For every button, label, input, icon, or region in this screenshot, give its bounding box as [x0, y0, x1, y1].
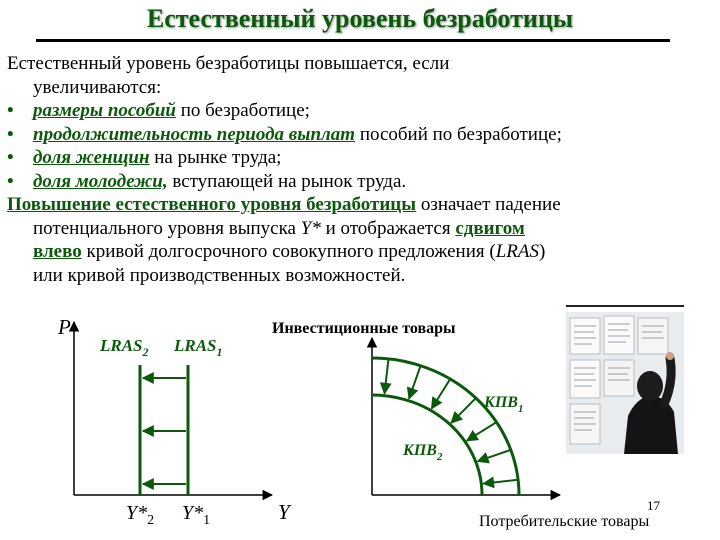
paragraph-text: означает падение	[416, 194, 561, 215]
ppf-shift-arrow	[478, 450, 511, 462]
paragraph-text: кривой долгосрочного совокупного предложения (	[81, 241, 496, 262]
ystar1-label-base: Y*	[182, 502, 204, 524]
kpv2-label-sub: 2	[436, 451, 443, 463]
ppf-shift-arrow	[432, 379, 451, 409]
ppf-shift-arrow	[467, 422, 497, 441]
lras-y-label: Y	[278, 500, 290, 524]
paragraph-text: )	[538, 241, 546, 262]
shift-word: влево	[33, 241, 82, 262]
lras1-label	[173, 336, 223, 359]
bullet-marker: •	[7, 147, 14, 168]
ystar2-label-sub: 2	[147, 513, 155, 528]
lras-p-label: P	[58, 315, 71, 339]
lras-shift-arrows	[143, 378, 186, 484]
lras2-label-sub: 2	[142, 345, 149, 359]
lras1-label-base: LRAS	[174, 336, 217, 355]
bullet-text: по безработице;	[175, 100, 310, 121]
lras1-label-sub: 1	[216, 345, 223, 359]
kpv2-label-base: КПВ	[403, 442, 437, 459]
bullet-emphasis: доля женщин	[33, 147, 150, 168]
slide-title: Естественный уровень безработицы	[146, 4, 574, 33]
page-number: 17	[647, 498, 660, 513]
kpv2-label	[402, 442, 443, 463]
shift-word: сдвигом	[455, 217, 525, 239]
ppf-x-axis-label: Потребительские товары	[479, 513, 650, 530]
ppf-shift-arrows	[385, 359, 519, 484]
paragraph-text: потенциального уровня выпуска	[33, 217, 301, 239]
bullet-text: вступающей на рынок труда.	[167, 170, 407, 192]
ystar2-label	[126, 502, 154, 528]
kpv1-curve	[372, 358, 519, 495]
bullet-marker: •	[7, 100, 14, 121]
paragraph-variable: Y*	[300, 217, 321, 239]
ppf-shift-arrow	[451, 398, 476, 423]
intro-text-2: увеличиваются:	[33, 76, 162, 98]
lras2-label-base: LRAS	[100, 336, 143, 355]
ppf-y-axis-label: Инвестиционные товары	[272, 320, 456, 337]
kpv1-label-sub: 1	[517, 403, 524, 415]
paragraph-bold: Повышение естественного уровня безработицы	[7, 194, 417, 215]
ppf-shift-arrow	[483, 480, 518, 484]
ystar1-label	[182, 502, 210, 528]
ppf-shift-arrow	[409, 366, 421, 399]
paragraph-text: и отображается	[320, 217, 456, 239]
bullet-text: на рынке труда;	[149, 147, 282, 168]
bullet-text: пособий по безработице;	[355, 123, 562, 145]
lras2-label	[99, 336, 149, 359]
bullet-marker: •	[7, 170, 14, 192]
bullet-marker: •	[7, 123, 14, 145]
ystar1-label-sub: 1	[203, 513, 211, 528]
bullet-emphasis: продолжительность периода выплат	[33, 123, 356, 145]
bullet-emphasis: доля молодежи,	[33, 170, 168, 192]
kpv1-label-base: КПВ	[484, 394, 518, 411]
ppf-shift-arrow	[385, 359, 389, 394]
paragraph-text: или кривой производственных возможностей.	[33, 264, 406, 286]
ystar2-label-base: Y*	[126, 502, 148, 524]
bullet-emphasis: размеры пособий	[33, 100, 176, 121]
intro-text: Естественный уровень безработицы повышается, если	[7, 53, 450, 74]
paragraph-variable: LRAS	[495, 241, 539, 262]
